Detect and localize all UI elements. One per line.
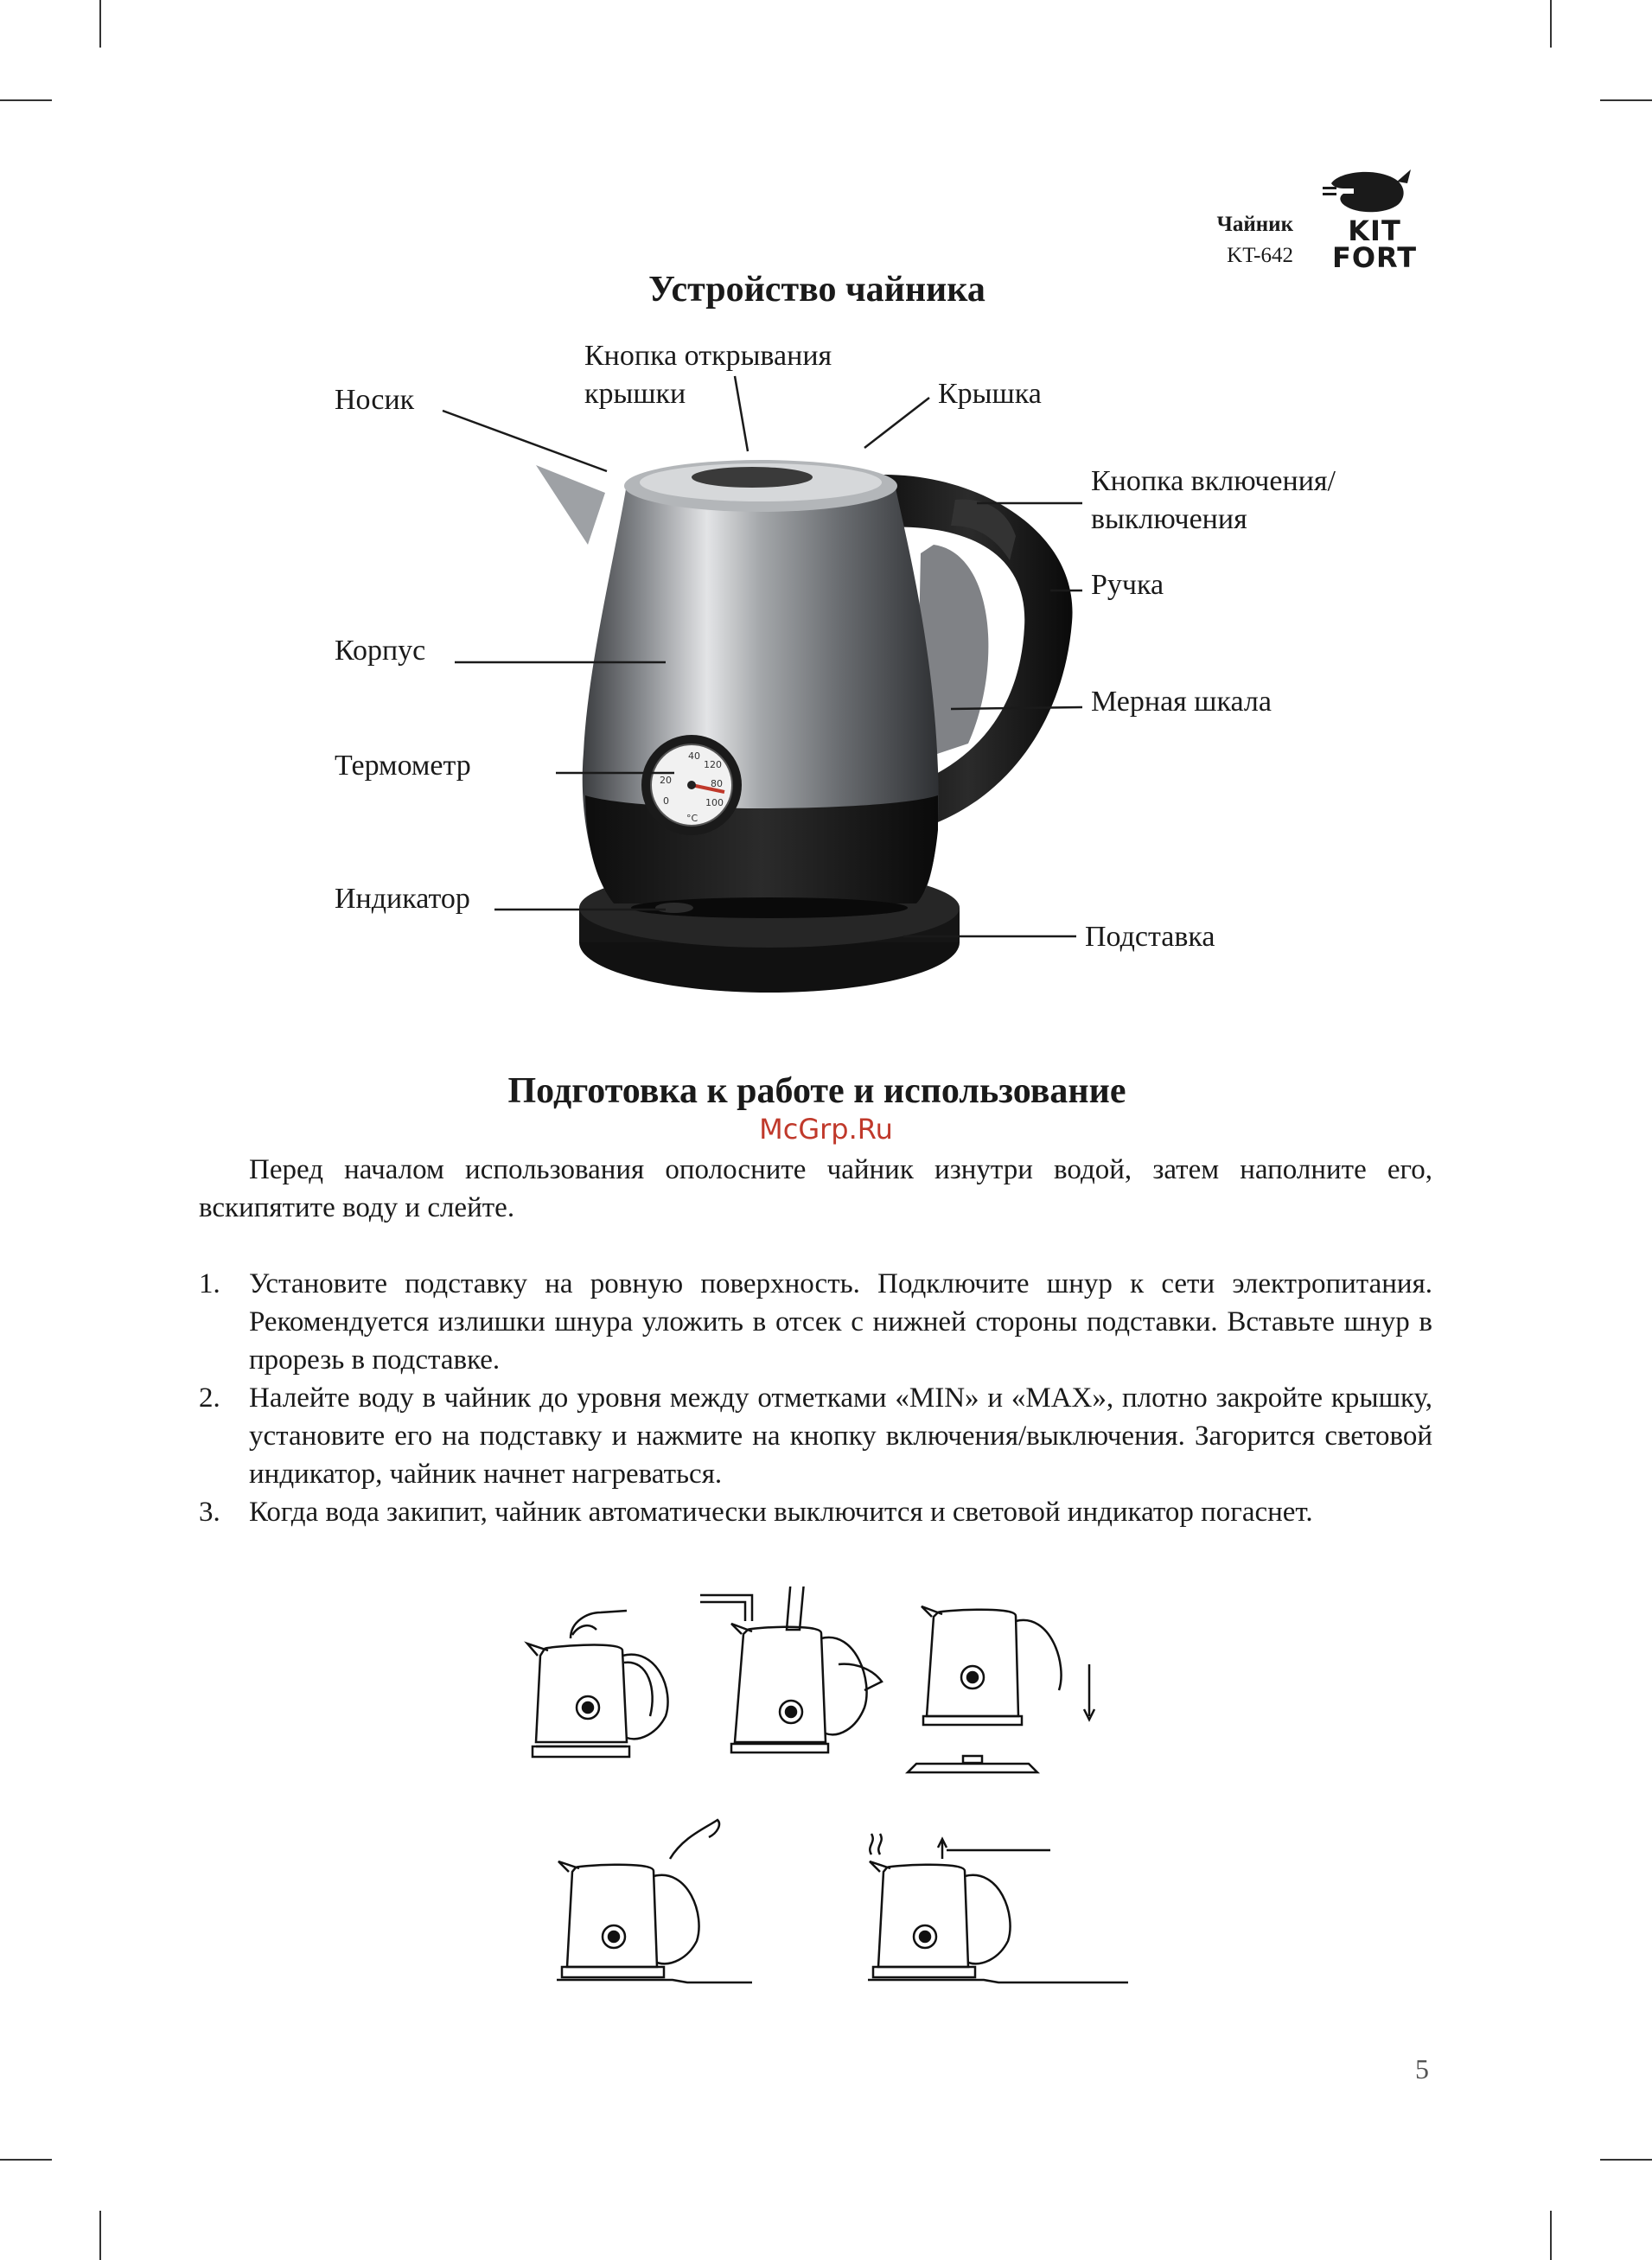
page-number: 5 — [1415, 2053, 1429, 2084]
leader-lines — [0, 0, 1652, 1037]
label-power-button: выключения — [1091, 503, 1247, 535]
label-lid-button: Кнопка открывания — [584, 340, 832, 372]
intro-text: Перед началом использования ополосните чайник изнутри водой, затем наполните его, вскипятите воду и слейте. — [199, 1154, 1432, 1223]
crop-mark — [1600, 2159, 1652, 2161]
thermometer-mark: 20 — [660, 775, 672, 786]
label-scale: Мерная шкала — [1091, 686, 1272, 718]
crop-mark — [1550, 2211, 1552, 2260]
step-item — [199, 1493, 1432, 1571]
step-text: Когда вода закипит, чайник автоматически выключится и световой индикатор погаснет. — [249, 1497, 1313, 1528]
usage-section-title: Подготовка к работе и использование — [507, 1071, 1126, 1111]
thermometer-mark: 100 — [705, 797, 724, 808]
step-number: 2. — [199, 1382, 220, 1414]
step-text: Налейте воду в чайник до уровня между отметками «MIN» и «MAX», плотно закройте крышку, установите его на подставку и нажмите на кнопку включения/выключения. Загорится световой индикатор, чайник начнет нагреваться. — [249, 1382, 1432, 1490]
crop-mark — [0, 2159, 52, 2161]
illustration-open-lid — [527, 1611, 668, 1757]
illustration-boil-off — [868, 1834, 1128, 1982]
thermometer-mark: 0 — [663, 795, 669, 807]
thermometer-mark: °C — [686, 813, 698, 824]
illustration-base — [908, 1606, 1094, 1772]
label-power-button: Кнопка включения/ — [1091, 465, 1336, 497]
thermometer-mark: 120 — [704, 759, 722, 770]
label-thermometer: Термометр — [335, 750, 471, 782]
logo-line: FORT — [1331, 241, 1418, 274]
crop-mark — [99, 2211, 101, 2260]
model-number: KT-642 — [1227, 244, 1293, 267]
step-item — [199, 1379, 1432, 1493]
illustration-switch-on — [557, 1820, 752, 1982]
device-section-title: Устройство чайника — [648, 270, 985, 310]
label-lid-button: крышки — [584, 378, 686, 410]
label-body: Корпус — [335, 635, 426, 667]
label-indicator: Индикатор — [335, 883, 470, 915]
thermometer-mark: 80 — [711, 778, 723, 789]
step-number: 1. — [199, 1268, 220, 1299]
usage-illustrations — [519, 1586, 1141, 2019]
step-text: Установите подставку на ровную поверхность. Подключите шнур к сети электропитания. Рекомендуется излишки шнура уложить в отсек с нижней стороны подставки. Вставьте шнур в прорезь в подставке. — [249, 1268, 1432, 1376]
label-spout: Носик — [335, 384, 415, 416]
label-handle: Ручка — [1091, 569, 1164, 601]
step-number: 3. — [199, 1497, 220, 1528]
watermark: McGrp.Ru — [759, 1113, 893, 1146]
logo-line: KIT — [1348, 214, 1401, 247]
intro-paragraph — [199, 1151, 1432, 1227]
label-lid: Крышка — [938, 378, 1042, 410]
step-item — [199, 1265, 1432, 1379]
product-label: Чайник — [1216, 213, 1293, 236]
thermometer-mark: 40 — [688, 750, 700, 762]
label-base: Подставка — [1085, 921, 1215, 953]
illustration-filling — [700, 1586, 882, 1752]
